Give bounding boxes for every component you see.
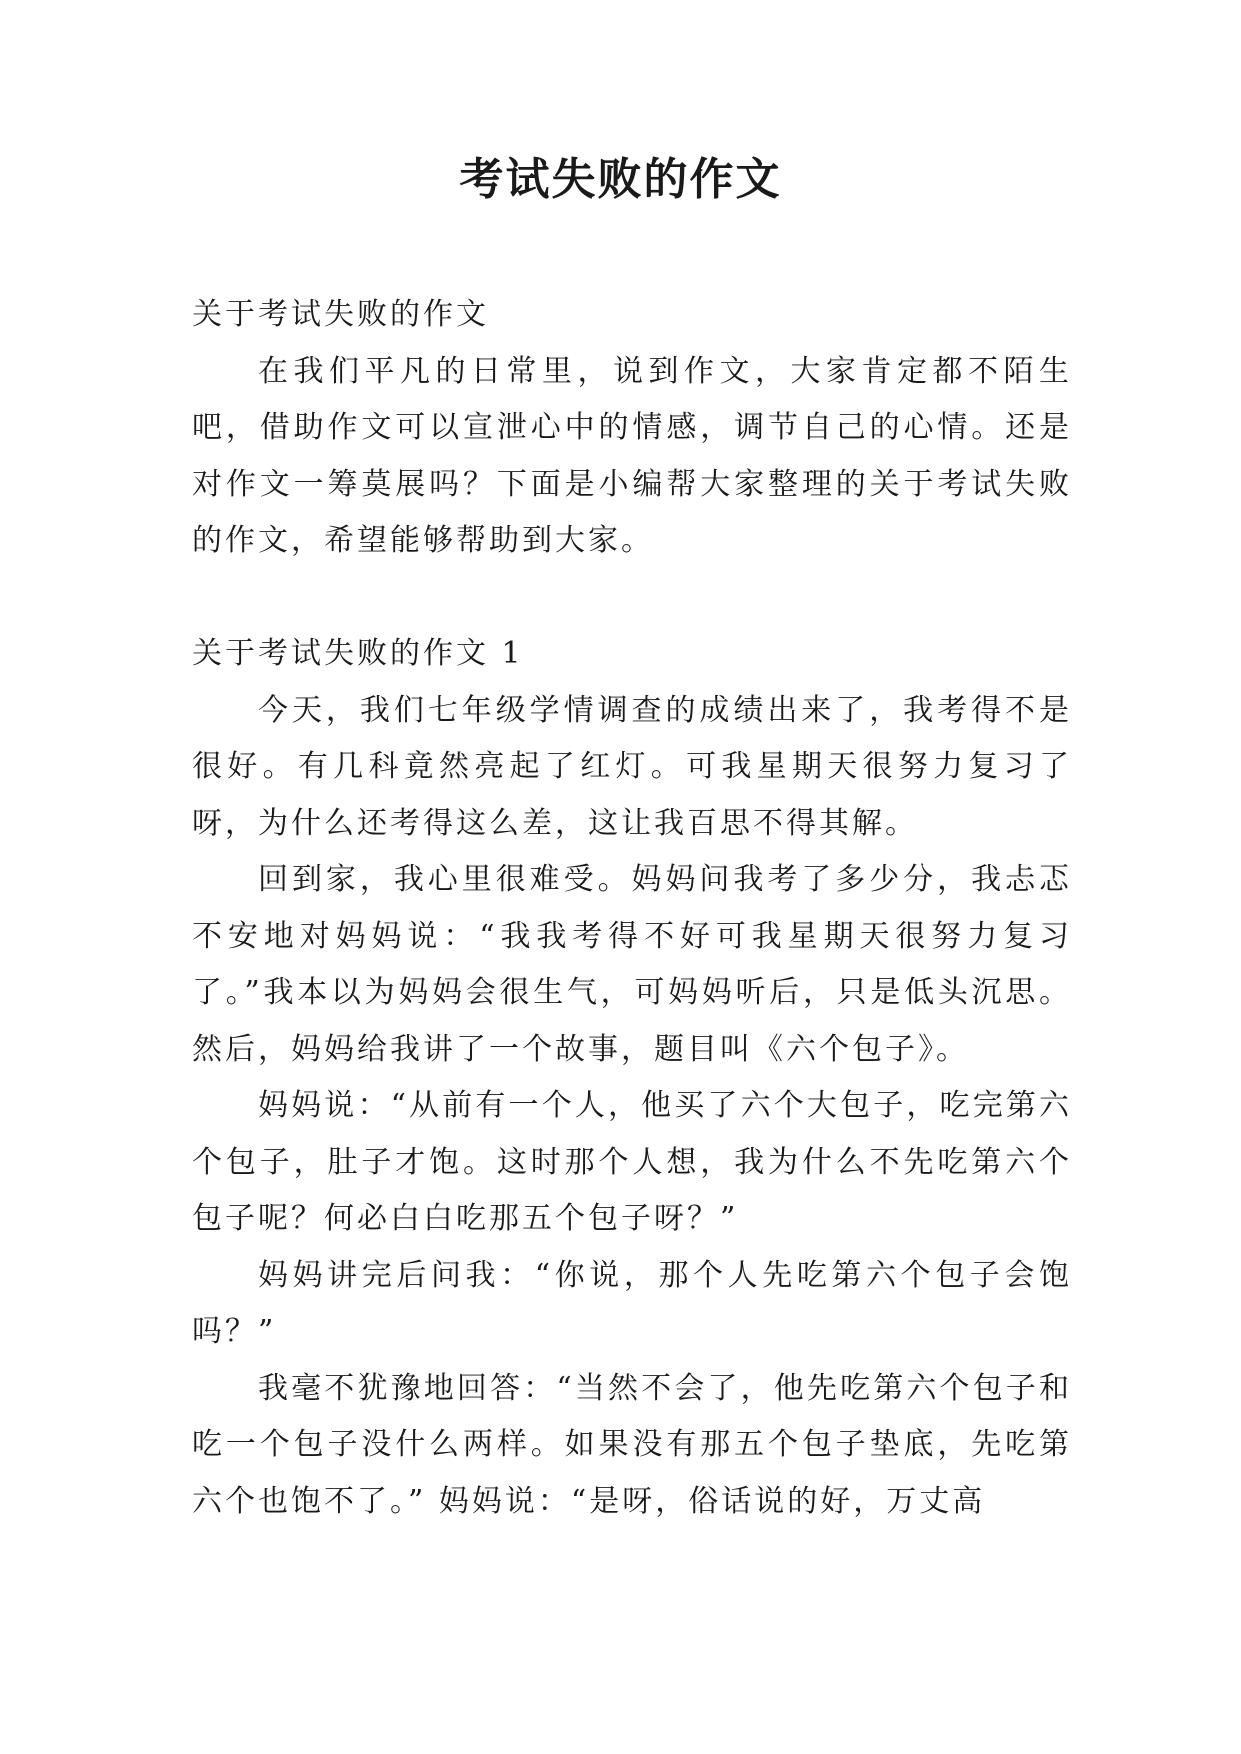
paragraph: 今天，我们七年级学情调查的成绩出来了，我考得不是很好。有几科竟然亮起了红灯。可我星期天很努力复习了呀，为什么还考得这么差，这让我百思不得其解。 [192, 692, 1072, 841]
paragraph: 妈妈讲完后问我：“你说，那个人先吃第六个包子会饱吗？” [192, 1257, 1072, 1349]
intro-paragraph: 在我们平凡的日常里，说到作文，大家肯定都不陌生吧，借助作文可以宣泄心中的情感，调节自己的心情。还是对作文一筹莫展吗？下面是小编帮大家整理的关于考试失败的作文，希望能够帮助到大家。 [192, 353, 1072, 558]
document-title: 考试失败的作文 [459, 154, 782, 205]
paragraph: 我毫不犹豫地回答：“当然不会了，他先吃第六个包子和吃一个包子没什么两样。如果没有那五个包子垫底，先吃第六个也饱不了。” 妈妈说：“是呀，俗话说的好，万丈高 [192, 1370, 1072, 1519]
section-spacer [192, 570, 1072, 627]
intro-heading: 关于考试失败的作文 [192, 297, 489, 332]
paragraph: 妈妈说：“从前有一个人，他买了六个大包子，吃完第六个包子，肚子才饱。这时那个人想，我为什么不先吃第六个包子呢？何必白白吃那五个包子呀？” [192, 1088, 1072, 1236]
section-heading: 关于考试失败的作文 1 [192, 636, 524, 671]
document-body [192, 287, 1072, 1530]
paragraph: 回到家，我心里很难受。妈妈问我考了多少分，我忐忑不安地对妈妈说：“我我考得不好可我星期天很努力复习了。”我本以为妈妈会很生气，可妈妈听后，只是低头沉思。然后，妈妈给我讲了一个故事，题目叫《六个包子》。 [192, 862, 1072, 1067]
